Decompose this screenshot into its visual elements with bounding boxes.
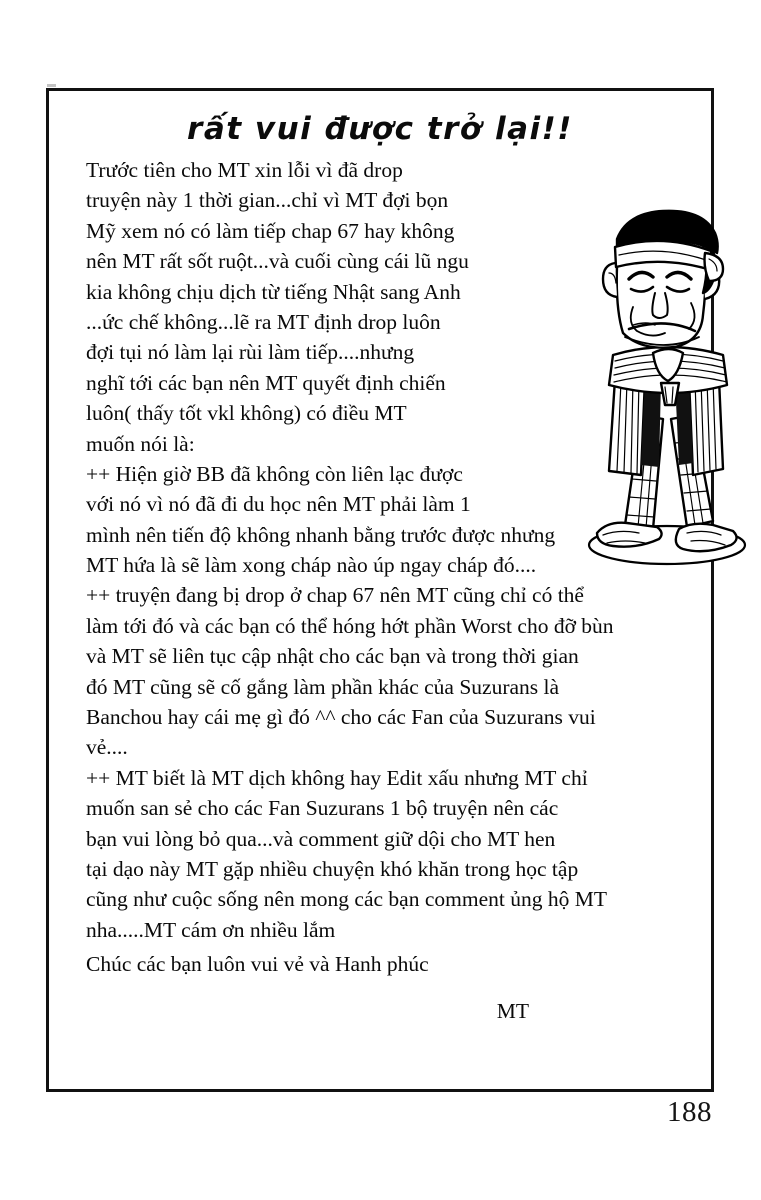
body-line: Mỹ xem nó có làm tiếp chap 67 hay không	[86, 218, 455, 243]
body-line: với nó vì nó đã đi du học nên MT phải làm 1	[86, 492, 471, 517]
body-line: nghĩ tới các bạn nên MT quyết định chiến	[86, 370, 446, 395]
body-line: nha.....MT cám ơn nhiều lắm	[86, 917, 336, 942]
page-number: 188	[667, 1096, 712, 1128]
body-line: muốn san sẻ cho các Fan Suzurans 1 bộ truyện nên các	[86, 796, 559, 821]
author-note-body	[86, 155, 706, 945]
body-line: nên MT rất sốt ruột...và cuối cùng cái lũ ngu	[86, 249, 469, 274]
author-note-panel	[46, 88, 714, 1092]
body-line: ++ truyện đang bị drop ở chap 67 nên MT cũng chỉ có thể	[86, 583, 584, 608]
body-line: và MT sẽ liên tục cập nhật cho các bạn và trong thời gian	[86, 644, 579, 669]
closing-wish: Chúc các bạn luôn vui vẻ và Hanh phúc	[86, 952, 429, 976]
body-line: kia không chịu dịch từ tiếng Nhật sang Anh	[86, 279, 461, 304]
body-line: làm tới đó và các bạn có thể hóng hớt phần Worst cho đỡ bùn	[86, 613, 614, 638]
body-line: cũng như cuộc sống nên mong các bạn comment ủng hộ MT	[86, 887, 607, 912]
body-line: ++ Hiện giờ BB đã không còn liên lạc được	[86, 461, 463, 486]
body-line: bạn vui lòng bỏ qua...và comment giữ dội cho MT hen	[86, 826, 556, 851]
signature: MT	[496, 999, 529, 1023]
body-line: truyện này 1 thời gian...chỉ vì MT đợi bọn	[86, 188, 449, 213]
body-line: đó MT cũng sẽ cố gắng làm phần khác của Suzurans là	[86, 674, 560, 699]
body-line: Trước tiên cho MT xin lỗi vì đã drop	[86, 158, 403, 182]
headband-knot	[705, 253, 724, 281]
body-line: MT hứa là sẽ làm xong cháp nào úp ngay cháp đó....	[86, 553, 537, 578]
body-line: ...ức chế không...lẽ ra MT định drop luôn	[86, 309, 441, 334]
body-line: Banchou hay cái mẹ gì đó ^^ cho các Fan của Suzurans vui	[86, 705, 596, 730]
body-line: mình nên tiến độ không nhanh bằng trước được nhưng	[86, 522, 556, 547]
body-line: tại dạo này MT gặp nhiều chuyện khó khăn trong học tập	[86, 856, 579, 881]
body-line: vẻ....	[86, 735, 128, 760]
body-line: đợi tụi nó làm lại rùi làm tiếp....nhưng	[86, 340, 415, 365]
body-line: luôn( thấy tốt vkl không) có điều MT	[86, 401, 407, 426]
body-line: ++ MT biết là MT dịch không hay Edit xấu nhưng MT chỉ	[86, 765, 588, 790]
body-line: muốn nói là:	[86, 431, 195, 456]
page-title: rất vui được trở lại!!	[187, 111, 573, 147]
scan-artifact-speck	[47, 84, 56, 87]
